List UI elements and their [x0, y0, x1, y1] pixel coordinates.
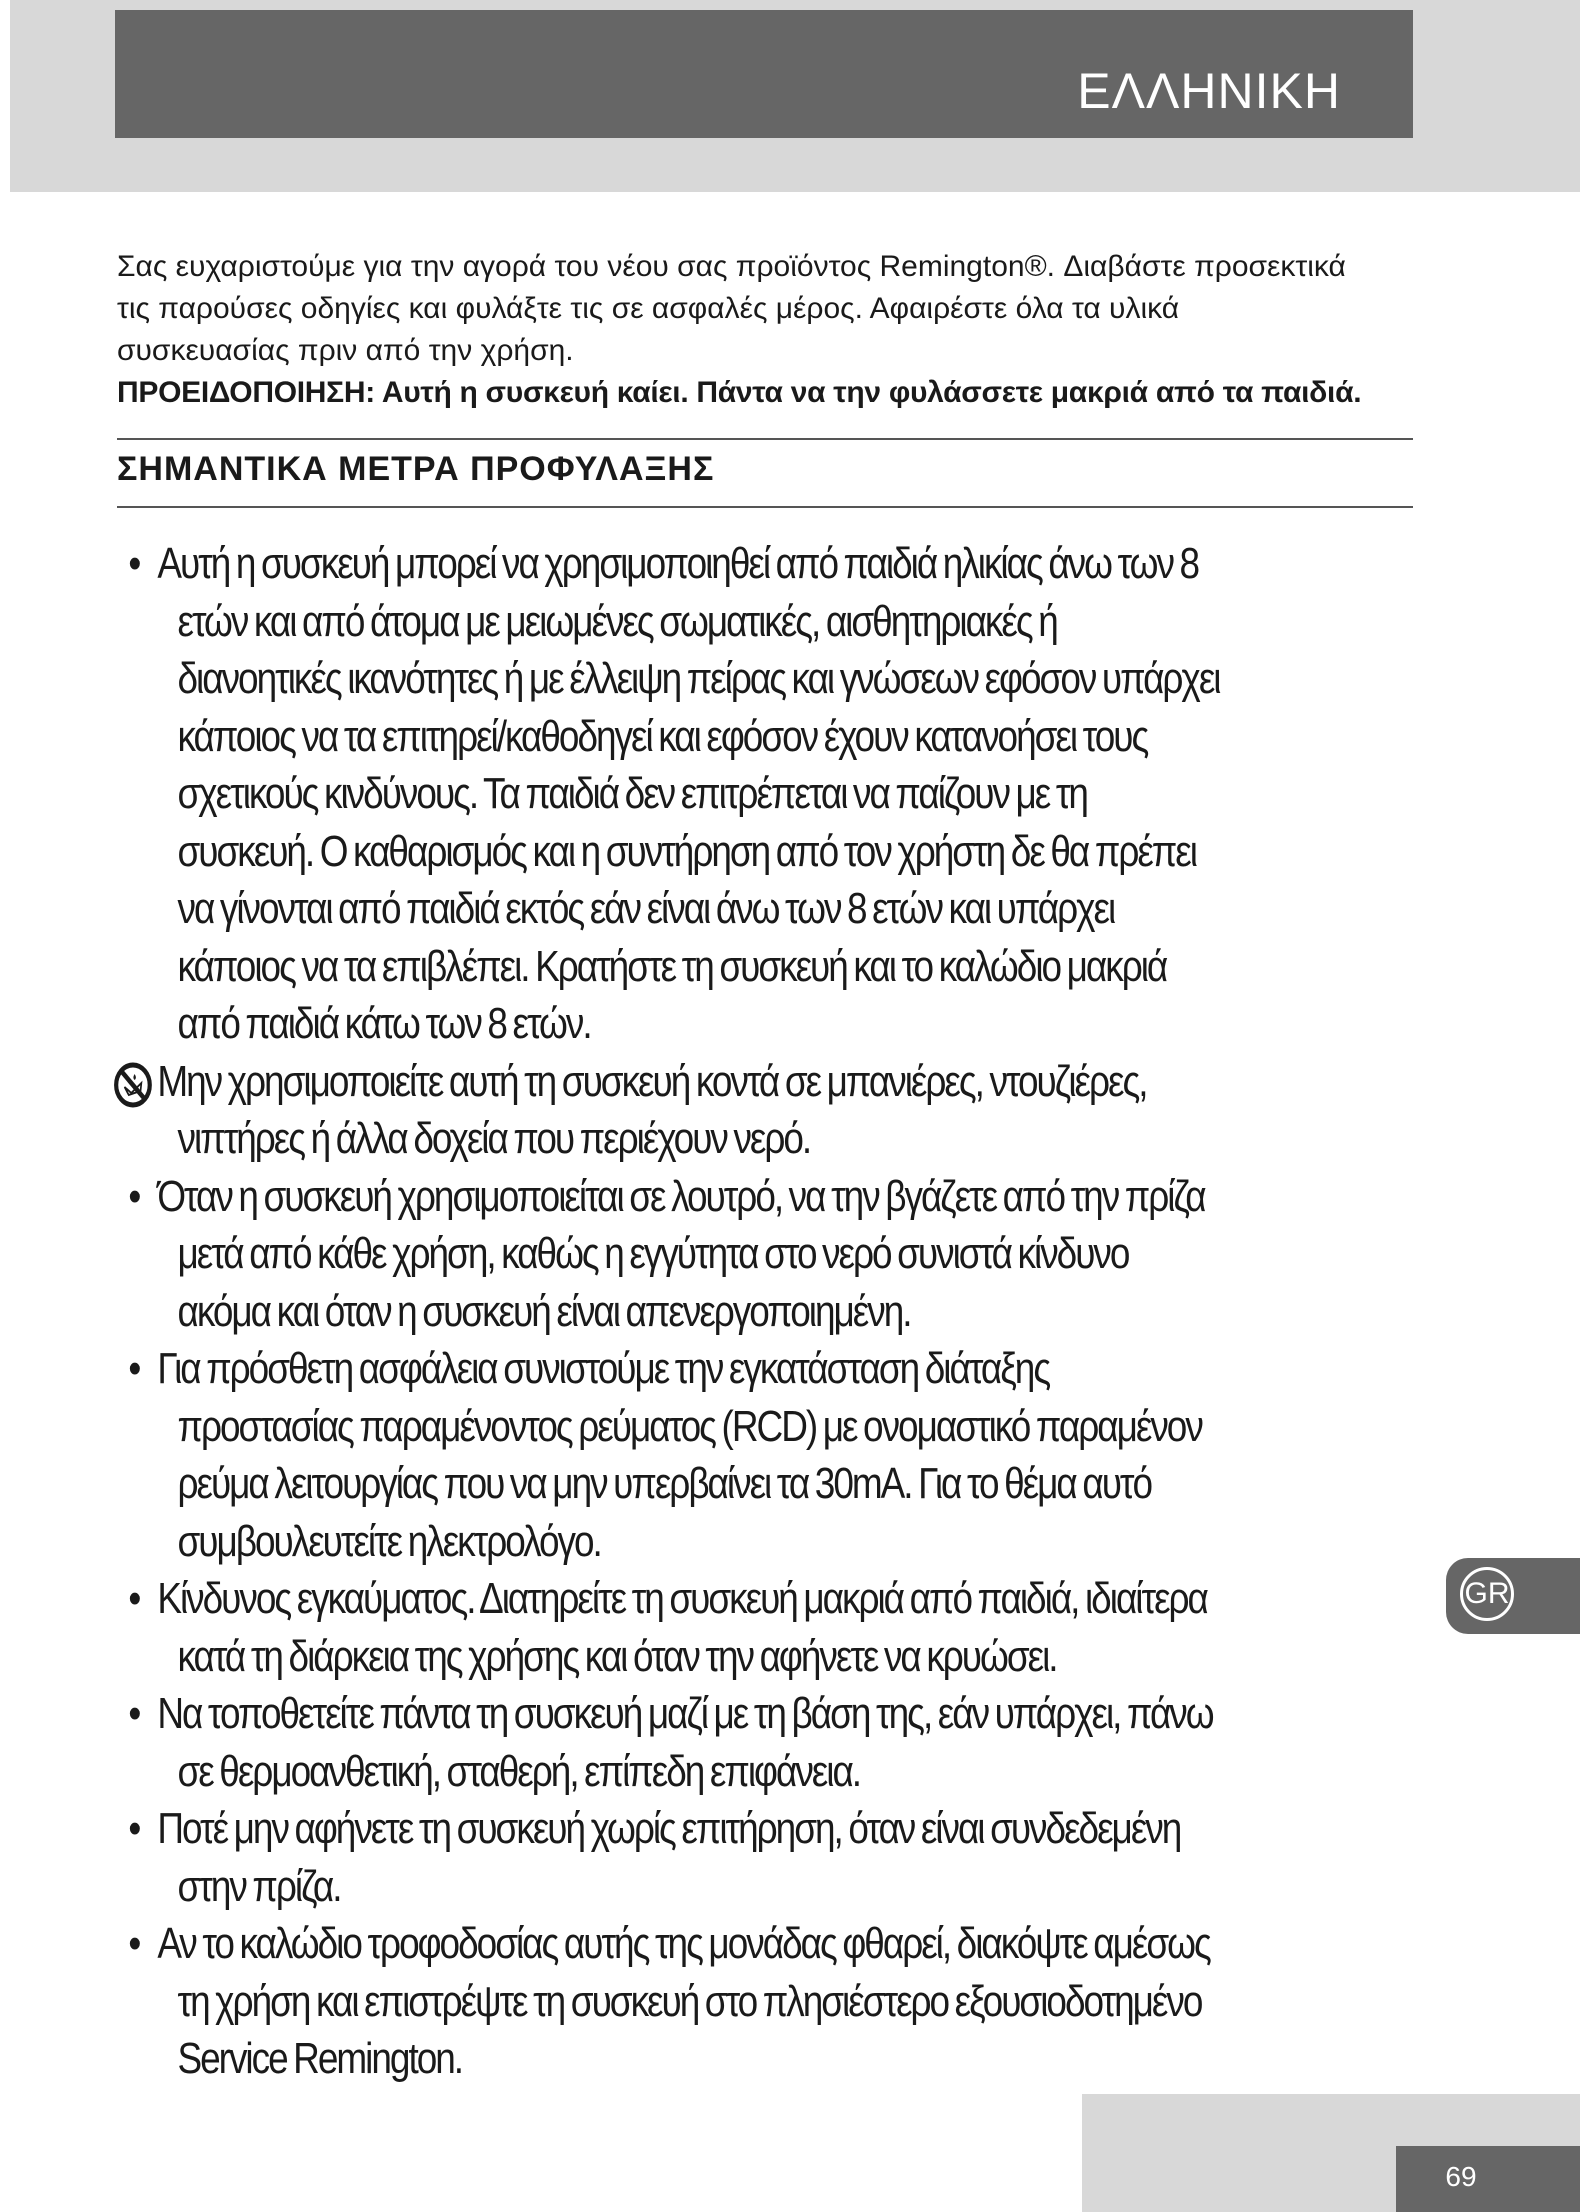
warning-text: ΠΡΟΕΙΔΟΠΟΙΗΣΗ: Αυτή η συσκευή καίει. Πάντα να την φυλάσσετε μακριά από τα παιδιά.	[117, 376, 1362, 409]
bullet-marker: •	[128, 539, 140, 588]
header-bar	[115, 10, 1413, 138]
bullet-marker: •	[128, 1804, 140, 1853]
bullet-marker: •	[128, 1171, 140, 1221]
bullet-marker: •	[128, 1344, 140, 1393]
list-item	[117, 1800, 1226, 1915]
list-item	[117, 1570, 1226, 1685]
list-item	[117, 1340, 1226, 1570]
intro-line: τις παρούσες οδηγίες και φυλάξτε τις σε ασφαλές μέρος. Αφαιρέστε όλα τα υλικά	[117, 292, 1180, 325]
list-item	[117, 1053, 1226, 1168]
list-item-text: Κίνδυνος εγκαύματος. Διατηρείτε τη συσκευή μακριά από παιδιά, ιδιαίτερα κατά τη διάρκεια της χρήσης και όταν την αφήνετε να κρυώσει.	[157, 1574, 1207, 1681]
bullet-marker: •	[128, 1574, 140, 1623]
section-rule-top	[117, 438, 1413, 440]
list-item-text: Όταν η συσκευή χρησιμοποιείται σε λουτρό, να την βγάζετε από την πρίζα μετά από κάθε χρήση, καθώς η εγγύτητα στο νερό συνιστά κίνδυνο ακόμα και όταν η συσκευή είναι απενεργοποιημένη.	[157, 1171, 1205, 1336]
intro-line: συσκευασίας πριν από την χρήση.	[117, 334, 574, 367]
list-item-text: Ποτέ μην αφήνετε τη συσκευή χωρίς επιτήρηση, όταν είναι συνδεδεμένη στην πρίζα.	[157, 1804, 1181, 1911]
bullet-marker: •	[128, 1689, 140, 1738]
list-item-text: Μην χρησιμοποιείτε αυτή τη συσκευή κοντά σε μπανιέρες, ντουζιέρες, νιπτήρες ή άλλα δοχεία που περιέχουν νερό.	[157, 1056, 1147, 1163]
list-item	[117, 1168, 1226, 1341]
language-title: ΕΛΛΗΝΙΚΗ	[1077, 63, 1341, 119]
page-number: 69	[1445, 2161, 1477, 2192]
precautions-list	[117, 535, 1226, 2088]
no-water-icon	[112, 1061, 154, 1109]
intro-block	[117, 246, 1417, 414]
bullet-marker: •	[128, 1919, 140, 1968]
section-rule-bottom	[117, 506, 1413, 508]
language-code-badge: GR	[1460, 1567, 1514, 1621]
list-item-text: Αυτή η συσκευή μπορεί να χρησιμοποιηθεί από παιδιά ηλικίας άνω των 8 ετών και από άτομα με μειωμένες σωματικές, αισθητηριακές ή διανοητικές ικανότητες ή με έλλειψη πείρας και γνώσεων εφόσον υπάρχει κάποιος να τα επιτηρεί/καθοδηγεί και εφόσον έχουν κατανοήσει τους σχετικούς κινδύνους. Τα παιδιά δεν επιτρέπεται να παίζουν με τη συσκευή. Ο καθαρισμός και η συντήρηση από τον χρήστη δε θα πρέπει να γίνονται από παιδιά εκτός εάν είναι άνω των 8 ετών και υπάρχει κάποιος να τα επιβλέπει. Κρατήστε τη συσκευή και το καλώδιο μακριά από παιδιά κάτω των 8 ετών.	[157, 539, 1220, 1048]
section-heading: ΣΗΜΑΝΤΙΚΑ ΜΕΤΡΑ ΠΡΟΦΥΛΑΞΗΣ	[117, 450, 715, 488]
intro-line: Σας ευχαριστούμε για την αγορά του νέου σας προϊόντος Remington®. Διαβάστε προσεκτικά	[117, 250, 1346, 283]
list-item-text: Να τοποθετείτε πάντα τη συσκευή μαζί με τη βάση της, εάν υπάρχει, πάνω σε θερμοανθετική, σταθερή, επίπεδη επιφάνεια.	[157, 1689, 1213, 1796]
list-item-text: Για πρόσθετη ασφάλεια συνιστούμε την εγκατάσταση διάταξης προστασίας παραμένοντος ρεύματος (RCD) με ονομαστικό παραμένον ρεύμα λειτουργίας που να μην υπερβαίνει τα 30mA. Για το θέμα αυτό συμβουλευτείτε ηλεκτρολόγο.	[157, 1344, 1202, 1566]
language-side-tab	[1446, 1558, 1580, 1634]
list-item	[117, 1915, 1226, 2088]
list-item	[117, 1685, 1226, 1800]
footer-box	[1396, 2146, 1580, 2212]
list-item	[117, 535, 1226, 1053]
list-item-text: Αν το καλώδιο τροφοδοσίας αυτής της μονάδας φθαρεί, διακόψτε αμέσως τη χρήση και επιστρέψτε τη συσκευή στο πλησιέστερο εξουσιοδοτημένο Service Remington.	[157, 1919, 1210, 2083]
